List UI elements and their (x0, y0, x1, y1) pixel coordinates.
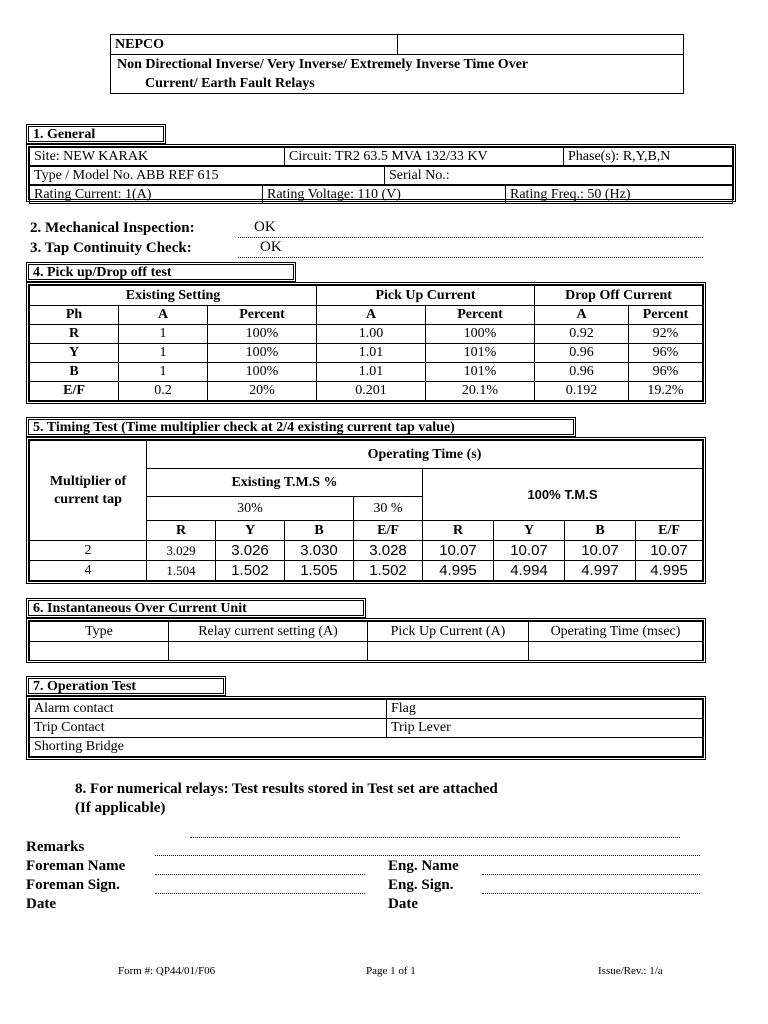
trip-contact-cell: Trip Contact (30, 719, 387, 738)
table-cell: 0.192 (535, 382, 629, 401)
table-cell: 10.07 (423, 541, 494, 561)
model-field: Type / Model No. ABB REF 615 (30, 167, 385, 185)
numerical-relays-note (75, 780, 498, 818)
col-header: A (119, 306, 208, 325)
table-cell: 96% (629, 344, 703, 363)
table-cell: 4.997 (565, 561, 636, 581)
phases-field: Phase(s): R,Y,B,N (564, 148, 733, 166)
section-pickup-title: 4. Pick up/Drop off test (26, 262, 296, 282)
col-header: B (285, 521, 354, 541)
group-header-pickup: Pick Up Current (317, 286, 535, 306)
page-number: Page 1 of 1 (366, 965, 416, 977)
foreman-sign-line[interactable] (155, 893, 365, 894)
title-line-1: Non Directional Inverse/ Very Inverse/ Extremely Inverse Time Over (117, 57, 529, 72)
table-cell: 4.995 (423, 561, 494, 581)
group-header-dropoff: Drop Off Current (535, 286, 703, 306)
table-row (30, 382, 703, 401)
col-header: Percent (426, 306, 535, 325)
table-cell: 10.07 (636, 541, 703, 561)
table-cell: 4.995 (636, 561, 703, 581)
operating-time-input-cell[interactable] (529, 642, 703, 661)
numerical-line-1: 8. For numerical relays: Test results stored in Test set are attached (75, 781, 498, 797)
general-info-box (26, 144, 736, 202)
table-row (30, 363, 703, 382)
pct-30-label: 30% (147, 497, 354, 521)
instantaneous-table-box (26, 618, 706, 663)
operation-table-box (26, 696, 706, 760)
tap-label: 3. Tap Continuity Check: (30, 240, 192, 256)
org-name: NEPCO (111, 35, 398, 55)
eng-name-line[interactable] (482, 874, 700, 875)
table-row (30, 561, 703, 581)
col-header: R (147, 521, 216, 541)
numerical-line-2: (If applicable) (75, 800, 166, 816)
phase-cell: E/F (30, 382, 119, 401)
table-cell: 1 (119, 325, 208, 344)
table-cell: 100% (208, 325, 317, 344)
col-header: Relay current setting (A) (169, 622, 368, 642)
operating-time-header: Operating Time (s) (147, 441, 703, 469)
table-cell: 0.96 (535, 363, 629, 382)
table-cell: 20% (208, 382, 317, 401)
table-cell: 100% (208, 344, 317, 363)
table-row (30, 642, 703, 661)
table-cell: 1.01 (317, 363, 426, 382)
date-left-label: Date (26, 896, 56, 912)
serial-field: Serial No.: (385, 167, 733, 185)
phase-cell: Y (30, 344, 119, 363)
section-timing-title: 5. Timing Test (Time multiplier check at 2/4 existing current tap value) (26, 417, 576, 437)
tap-value: OK (260, 239, 282, 255)
remarks-top-dotted-line (190, 837, 680, 838)
col-header: Pick Up Current (A) (368, 622, 529, 642)
operation-table (29, 699, 703, 757)
col-header: Operating Time (msec) (529, 622, 703, 642)
multiplier-cell: 2 (30, 541, 147, 561)
instantaneous-table (29, 621, 703, 661)
alarm-contact-cell: Alarm contact (30, 700, 387, 719)
col-header: Percent (208, 306, 317, 325)
col-header: A (317, 306, 426, 325)
multiplier-cell: 4 (30, 561, 147, 581)
col-header: E/F (354, 521, 423, 541)
table-cell: 1.00 (317, 325, 426, 344)
col-header: Y (494, 521, 565, 541)
table-cell: 3.026 (216, 541, 285, 561)
table-cell: 10.07 (494, 541, 565, 561)
timing-table (29, 440, 703, 581)
table-cell: 0.92 (535, 325, 629, 344)
existing-tms-header: Existing T.M.S % (147, 469, 423, 497)
table-row (30, 325, 703, 344)
table-cell: 100% (426, 325, 535, 344)
col-header: E/F (636, 521, 703, 541)
col-header: A (535, 306, 629, 325)
col-header: Ph (30, 306, 119, 325)
tap-dotted-line (238, 257, 703, 258)
table-row (30, 344, 703, 363)
table-cell: 19.2% (629, 382, 703, 401)
phase-cell: R (30, 325, 119, 344)
section-operation-title: 7. Operation Test (26, 676, 226, 696)
section-instantaneous-title: 6. Instantaneous Over Current Unit (26, 598, 366, 618)
col-header: Percent (629, 306, 703, 325)
table-cell: 20.1% (426, 382, 535, 401)
table-cell: 1.505 (285, 561, 354, 581)
table-cell: 1 (119, 363, 208, 382)
table-cell: 1 (119, 344, 208, 363)
type-input-cell[interactable] (30, 642, 169, 661)
timing-table-box (26, 437, 706, 584)
mechanical-dotted-line (238, 237, 703, 238)
site-field: Site: NEW KARAK (30, 148, 285, 166)
tms-100-header: 100% T.M.S (423, 469, 703, 521)
table-cell: 3.028 (354, 541, 423, 561)
table-row (30, 541, 703, 561)
form-number: Form #: QP44/01/F06 (118, 965, 216, 977)
table-cell: 4.994 (494, 561, 565, 581)
table-cell: 0.96 (535, 344, 629, 363)
table-cell: 1.504 (147, 561, 216, 581)
foreman-name-line[interactable] (155, 874, 365, 875)
pickup-table (29, 285, 703, 401)
document-title (111, 55, 684, 94)
col-header: Type (30, 622, 169, 642)
header-box (110, 34, 684, 94)
multiplier-header: Multiplier of current tap (30, 441, 147, 541)
rating-current-field: Rating Current: 1(A) (30, 186, 263, 204)
table-cell: 1.01 (317, 344, 426, 363)
col-header: R (423, 521, 494, 541)
foreman-sign-label: Foreman Sign. (26, 877, 120, 893)
rating-freq-field: Rating Freq.: 50 (Hz) (506, 186, 733, 204)
table-cell: 101% (426, 344, 535, 363)
eng-sign-line[interactable] (482, 893, 700, 894)
mechanical-value: OK (254, 219, 276, 235)
table-cell: 101% (426, 363, 535, 382)
shorting-bridge-cell: Shorting Bridge (30, 738, 703, 757)
remarks-dotted-line[interactable] (155, 855, 700, 856)
group-header-existing: Existing Setting (30, 286, 317, 306)
table-cell: 96% (629, 363, 703, 382)
eng-sign-label: Eng. Sign. (388, 877, 454, 893)
issue-rev: Issue/Rev.: 1/a (598, 965, 663, 977)
section-general-title: 1. General (26, 124, 166, 144)
pickup-input-cell[interactable] (368, 642, 529, 661)
col-header: B (565, 521, 636, 541)
rating-voltage-field: Rating Voltage: 110 (V) (263, 186, 506, 204)
table-cell: 3.029 (147, 541, 216, 561)
pickup-table-box (26, 282, 706, 404)
table-cell: 3.030 (285, 541, 354, 561)
table-cell: 1.502 (354, 561, 423, 581)
relay-setting-input-cell[interactable] (169, 642, 368, 661)
phase-cell: B (30, 363, 119, 382)
foreman-name-label: Foreman Name (26, 858, 126, 874)
col-header: Y (216, 521, 285, 541)
table-cell: 92% (629, 325, 703, 344)
table-cell: 100% (208, 363, 317, 382)
eng-name-label: Eng. Name (388, 858, 459, 874)
trip-lever-cell: Trip Lever (387, 719, 703, 738)
table-cell: 10.07 (565, 541, 636, 561)
mechanical-label: 2. Mechanical Inspection: (30, 220, 195, 236)
table-cell: 0.201 (317, 382, 426, 401)
table-cell: 0.2 (119, 382, 208, 401)
circuit-field: Circuit: TR2 63.5 MVA 132/33 KV (285, 148, 564, 166)
title-line-2: Current/ Earth Fault Relays (145, 76, 315, 91)
header-blank-cell (398, 35, 684, 55)
pct-30-ef-label: 30 % (354, 497, 423, 521)
table-cell: 1.502 (216, 561, 285, 581)
remarks-label: Remarks (26, 839, 85, 855)
date-right-label: Date (388, 896, 418, 912)
flag-cell: Flag (387, 700, 703, 719)
